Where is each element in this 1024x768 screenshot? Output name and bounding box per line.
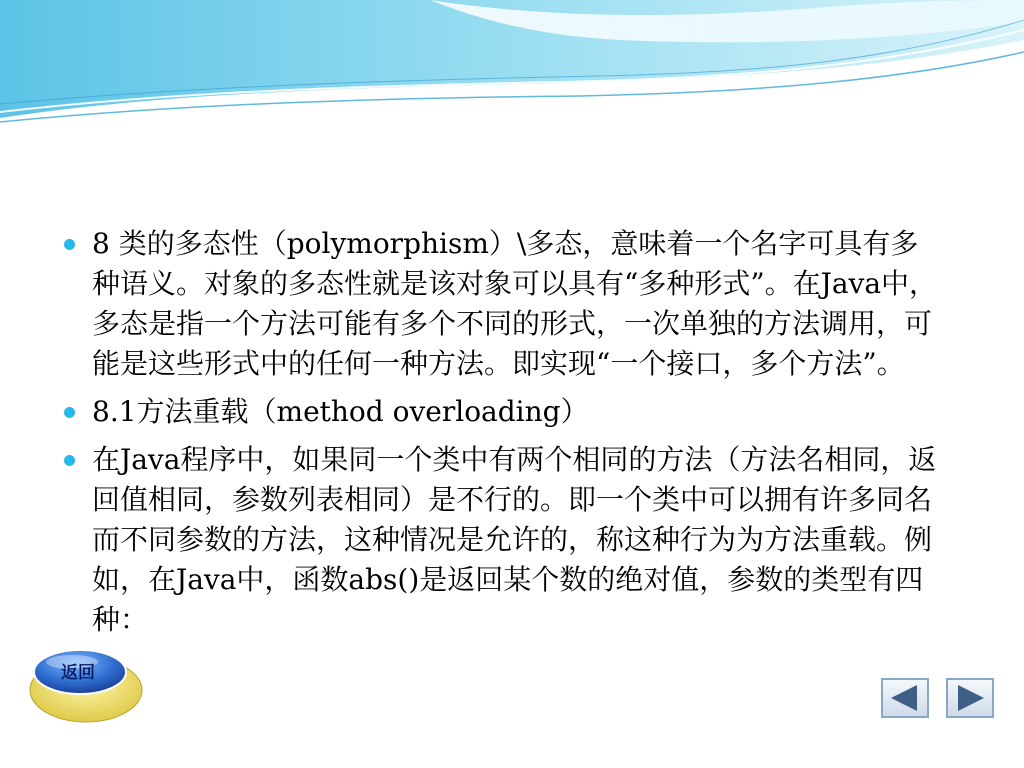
right-triangle-icon: [948, 680, 992, 716]
left-triangle-icon: [883, 680, 927, 716]
bullet-text: 8 类的多态性（polymorphism）\多态，意味着一个名字可具有多种语义。对象的多态性就是该对象可以具有“多种形式”。在Java中，多态是指一个方法可能有多个不同的形式，一次单独的方法调用，可能是这些形式中的任何一种方法。即实现“一个接口，多个方法”。: [92, 227, 938, 380]
back-button[interactable]: [28, 648, 144, 724]
bullet-dot-icon: [64, 239, 75, 250]
prev-slide-button[interactable]: [881, 678, 929, 718]
next-slide-button[interactable]: [946, 678, 994, 718]
bullet-overloading-heading: [62, 392, 942, 432]
bullet-polymorphism: [62, 224, 942, 384]
back-button-label: 返回: [61, 663, 95, 683]
bullet-overloading-explanation: [62, 440, 942, 640]
bullet-dot-icon: [64, 455, 75, 466]
bullet-list: [62, 224, 942, 648]
bullet-text: 8.1方法重载（method overloading）: [92, 395, 589, 428]
bullet-text: 在Java程序中，如果同一个类中有两个相同的方法（方法名相同，返回值相同，参数列表相同）是不行的。即一个类中可以拥有许多同名而不同参数的方法，这种情况是允许的，称这种行为为方法重载。例如，在Java中，函数abs()是返回某个数的绝对值，参数的类型有四种：: [92, 443, 937, 636]
bullet-dot-icon: [64, 407, 75, 418]
header-wave-decoration: [0, 0, 1024, 130]
